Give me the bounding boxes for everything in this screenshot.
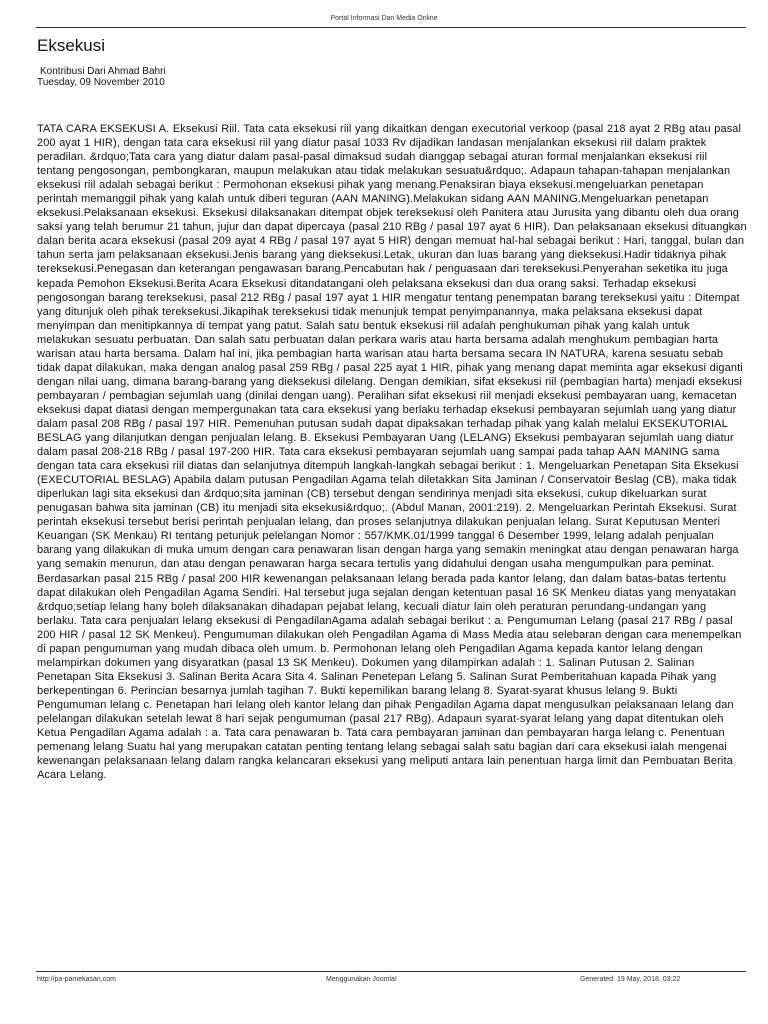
footer-url[interactable]: http://pa-pamekasan.com: [37, 976, 116, 983]
footer-powered-by: Menggunakan Joomla!: [326, 976, 397, 983]
article-meta: [37, 66, 166, 88]
header-divider: [36, 27, 746, 28]
page-title: Eksekusi: [37, 36, 106, 55]
footer-divider: [36, 971, 746, 972]
article-body: TATA CARA EKSEKUSI A. Eksekusi Riil. Tata cata eksekusi riil yang dikaitkan dengan executorial verkoop (pasal 218 ayat 2 RBg atau pasal 200 ayat 1 HIR), dengan tata cara eksekusi riil yang diatur pasal 1033 Rv dijadikan landasan menjalankan eksekusi riil dalam praktek peradilan. &rdquo;Tata cara yang diatur dalam pasal-pasal dimaksud sudah dianggap sebagai aturan formal menjalankan eksekusi riil tentang pengosongan, pembongkaran, maupun melakukan atau tidak melakukan sesuatu&rdquo;. Adapaun tahapan-tahapan menjalankan eksekusi riil adalah sebagai berikut : Permohonan eksekusi pihak yang menang.Penaksiran biaya eksekusi.mengeluarkan penetapan perintah memanggil pihak yang kalah untuk diberi teguran (AAN MANING).Melakukan sidang AAN MANING.Mengeluarkan penetapan eksekusi.Pelaksanaan eksekusi. Eksekusi dilaksanakan ditempat objek tereksekusi oleh Panitera atau Jurusita yang dibantu oleh dua orang saksi yang telah berumur 21 tahun, jujur dan dapat dipercaya (pasal 210 RBg / pasal 197 ayat 6 HIR). Dan pelaksanaan eksekusi dituangkan dalan berita acara eksekusi (pasal 209 ayat 4 RBg / pasal 197 ayat 5 HIR) dengan memuat hal-hal sebagai berikut : Hari, tanggal, bulan dan tahun serta jam pelaksanaan eksekusi.Jenis barang yang dieksekusi.Letak, ukuran dan luas barang yang dieksekusi.Hadir tidaknya pihak tereksekusi.Penegasan dan keterangan pengawasan barang.Pencabutan hak / penguasaan dari tereksekusi.Penyerahan seketika itu juga kepada Pemohon Eksekusi.Berita Acara Eksekusi ditandatangani oleh pelaksana eksekusi dan dua orang saksi. Terhadap eksekusi pengosongan barang tereksekusi, pasal 212 RBg / pasal 197 ayat 1 HIR mengatur tentang penempatan barang tereksekusi yaitu : Ditempat yang ditunjuk oleh pihak tereksekusi.Jikapihak tereksekusi tidak menunjuk tempat penyimpanannya, maka pelaksana eksekusi dapat menyimpan dan menitipkannya di tempat yang patut. Salah satu bentuk eksekusi riil adalah penghukuman pihak yang kalah untuk melakukan sesuatu perbuatan. Dan salah satu perbuatan dalan perkara waris atau harta bersama adalah menghukum pembagian harta warisan atau harta bersama. Dalam hal ini, jika pembagian harta warisan atau harta bersama secara IN NATURA, karena sesuatu sebab tidak dapat dilakukan, maka dengan analog pasal 259 RBg / pasal 225 ayat 1 HIR, pihak yang menang dapat meminta agar eksekusi diganti dengan nilai uang, dimana barang-barang yang dieksekusi dilelang. Dengan demikian, sifat eksekusi riil (pembagian harta) menjadi eksekusi pembayaran / pembagian sejumlah uang (dinilai dengan uang). Peralihan sifat eksekusi riil menjadi eksekusi pembayaran uang, kemacetan eksekusi dapat diatasi dengan mempergunakan tata cara eksekusi yang berlaku terhadap eksekusi pembayaran sejumlah uang yang diatur dalam pasal 208 RBg / pasal 197 HIR. Pemenuhan putusan sudah dapat dipaksakan terhadap pihak yang kalah melalui EKSEKUTORIAL BESLAG yang dilanjutkan dengan penjualan lelang. B. Eksekusi Pembayaran Uang (LELANG) Eksekusi pembayaran sejumlah uang diatur dalam pasal 208-218 RBg / pasal 197-200 HIR. Tata cara eksekusi pembayaran sejumlah uang sampai pada tahap AAN MANING sama dengan tata cara eksekusi riil diatas dan selanjutnya ditempuh langkah-langkah sebagai berikut : 1. Mengeluarkan Penetapan Sita Eksekusi (EXECUTORIAL BESLAG) Apabila dalam putusan Pengadilan Agama telah diletakkan Sita Jaminan / Conservatoir Beslag (CB), maka tidak diperlukan lagi sita eksekusi dan &rdquo;sita jaminan (CB) tersebut dengan sendirinya menjadi sita eksekusi, cukup dikeluarkan surat penugasan bahwa sita jaminan (CB) itu menjadi sita eksekusi&rdquo;. (Abdul Manan, 2001:219). 2. Mengeluarkan Perintah Eksekusi. Surat perintah eksekusi tersebut berisi perintah penjualan lelang, dan proses selanjutnya dilakukan penjualan lelang. Surat Keputusan Menteri Keuangan (SK Menkau) RI tentang petunjuk pelelangan Nomor : 557/KMK.01/1999 tanggal 6 Desember 1999, lelang adalah penjualan barang yang dilakukan di muka umum dengan cara penawaran lisan dengan harga yang semakin meningkat atau dengan penawaran harga yang semakin menurun, dan atau dengan penawaran harga secara tertulis yang didahului dengan usaha mengumpulkan para peminat. Berdasarkan pasal 215 RBg / pasal 200 HIR kewenangan pelaksanaan lelang berada pada kantor lelang, dan dalam batas-batas tertentu dapat dilakukan oleh Pengadilan Agama Sendiri. Hal tersebut juga sejalan dengan ketentuan pasal 16 SK Menkeu diatas yang menyatakan &rdquo;setiap lelang hany boleh dilaksanakan dihadapan pejabat lelang, kecuali diatur lain oleh peraturan perundang-undangan yang berlaku. Tata cara penjualan lelang eksekusi di PengadilanAgama adalah sebagai berikut : a. Pengumuman Lelang (pasal 217 RBg / pasal 200 HIR / pasal 12 SK Menkeu). Pengumuman dilakukan oleh Pengadilan Agama di Mass Media atau selebaran dengan cara menempelkan di papan pengumuman yang mudah dibaca oleh umum. b. Permohonan lelang oleh Pengadilan Agama kepada kantor lelang dengan melampirkan dokumen yang disyaratkan (pasal 13 SK Menkeu). Dokumen yang dilampirkan adalah : 1. Salinan Putusan 2. Salinan Penetapan Sita Eksekusi 3. Salinan Berita Acara Sita 4. Salinan Penetepan Lelang 5. Salinan Surat Pemberitahuan kapada Pihak yang berkepentingan 6. Perincian besarnya jumlah tagihan 7. Bukti kepemilikan barang lelang 8. Syarat-syarat khusus lelang 9. Bukti Pengumuman lelang c. Penetapan hari lelang oleh kantor lelang dan pihak Pengadilan Agama dapat mengusulkan pelaksanaan lelang dan pelelangan dilakukan setelah lewat 8 hari sejak pengumuman (pasal 217 RBg). Adapaun syarat-syarat lelang yang dapat ditentukan oleh Ketua Pengadilan Agama adalah : a. Tata cara penawaran b. Tata cara pembayaran jaminan dan pembayaran harga lelang c. Penentuan pemenang lelang Suatu hal yang merupakan catatan penting tentang lelang sebagai salah satu bagian dari cara eksekusi ialah mengenai kewenangan pelaksanaan lelang dalam rangka kelancaran eksekusi yang meliputi antara lain penentuan harga limit dan Pembuatan Berita Acara Lelang.: [37, 123, 747, 782]
author-credit: Kontribusi Dari Ahmad Bahri: [40, 66, 166, 77]
site-header: Portal Informasi Dan Media Online: [330, 15, 438, 22]
footer-generated: Generated: 19 May, 2018, 03:22: [580, 976, 681, 983]
publish-date: Tuesday, 09 November 2010: [37, 77, 165, 88]
